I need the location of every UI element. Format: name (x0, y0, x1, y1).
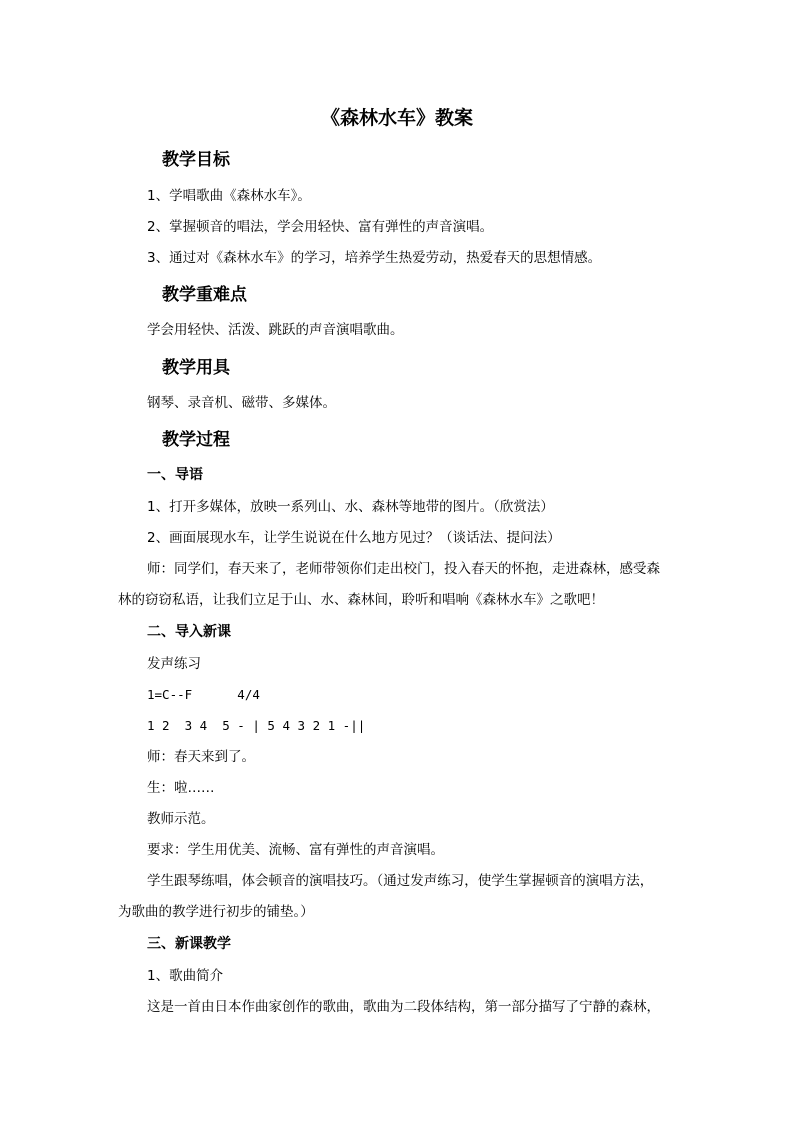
part1-item-2: 2、画面展现水车，让学生说说在什么地方见过？（谈话法、提问法） (147, 530, 561, 546)
tools-text: 钢琴、录音机、磁带、多媒体。 (147, 395, 336, 411)
song-intro-label: 1、歌曲简介 (147, 968, 224, 984)
key-signature: 1=C--F 4/4 (147, 687, 260, 702)
heading-part3: 三、新课教学 (147, 936, 231, 952)
objective-3: 3、通过对《森林水车》的学习，培养学生热爱劳动，热爱春天的思想情感。 (147, 250, 602, 266)
part2-paragraph-line2: 为歌曲的教学进行初步的铺垫。） (118, 904, 314, 920)
heading-key-points: 教学重难点 (162, 285, 247, 305)
objective-1: 1、学唱歌曲《森林水车》。 (147, 188, 311, 204)
heading-process: 教学过程 (162, 430, 230, 450)
part1-paragraph-line1: 师：同学们，春天来了，老师带领你们走出校门，投入春天的怀抱，走进森林，感受森 (147, 561, 660, 577)
student-line: 生：啦…… (147, 780, 215, 796)
part1-item-1: 1、打开多媒体，放映一系列山、水、森林等地带的图片。（欣赏法） (147, 499, 554, 515)
requirement-line: 要求：学生用优美、流畅、富有弹性的声音演唱。 (147, 842, 444, 858)
vocal-practice-label: 发声练习 (147, 656, 201, 672)
objective-2: 2、掌握顿音的唱法，学会用轻快、富有弹性的声音演唱。 (147, 219, 494, 235)
heading-objectives: 教学目标 (162, 150, 230, 170)
teacher-line: 师：春天来到了。 (147, 749, 255, 765)
teacher-demo: 教师示范。 (147, 811, 215, 827)
part3-paragraph-line1: 这是一首由日本作曲家创作的歌曲，歌曲为二段体结构，第一部分描写了宁静的森林， (147, 999, 660, 1015)
heading-part1: 一、导语 (147, 467, 203, 483)
key-points-text: 学会用轻快、活泼、跳跃的声音演唱歌曲。 (147, 322, 404, 338)
heading-part2: 二、导入新课 (147, 624, 231, 640)
notation-line: 1 2 3 4 5 - | 5 4 3 2 1 -|| (147, 718, 366, 733)
part2-paragraph-line1: 学生跟琴练唱，体会顿音的演唱技巧。（通过发声练习，使学生掌握顿音的演唱方法， (147, 873, 654, 889)
part1-paragraph-line2: 林的窃窃私语，让我们立足于山、水、森林间，聆听和唱响《森林水车》之歌吧！ (118, 592, 604, 608)
document-title: 《森林水车》教案 (320, 107, 473, 129)
heading-tools: 教学用具 (162, 358, 230, 378)
